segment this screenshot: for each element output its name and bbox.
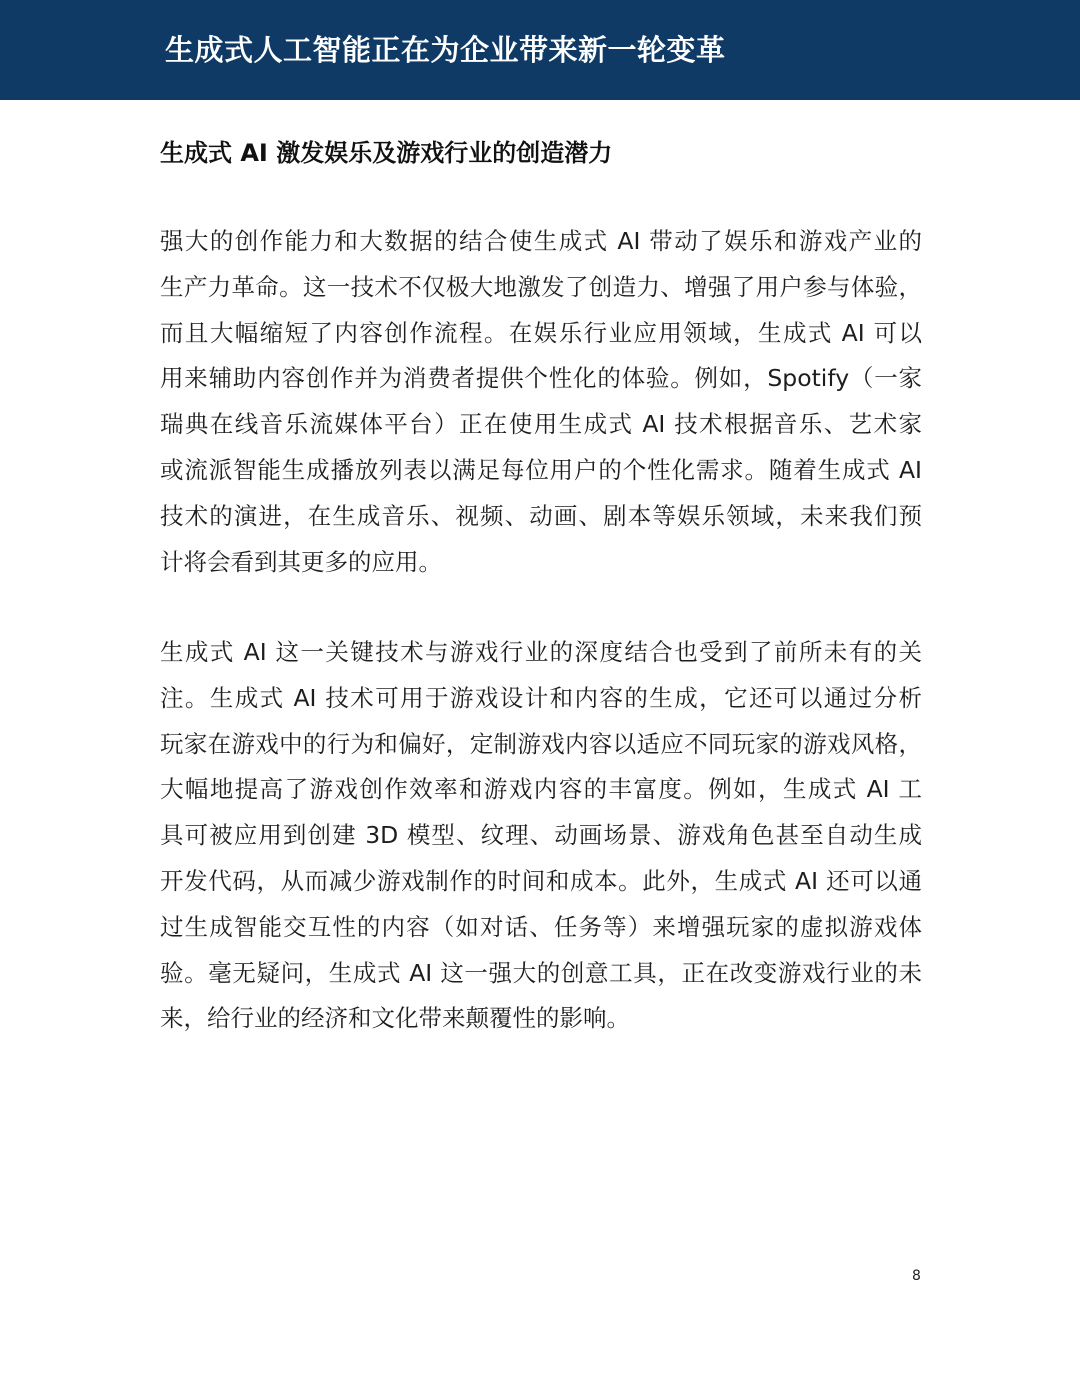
- paragraph-line: 强大的创作能力和大数据的结合使生成式 AI 带动了娱乐和游戏产业的: [160, 227, 922, 255]
- document-header-title: 生成式人工智能正在为企业带来新一轮变革: [165, 33, 726, 67]
- paragraph-line: 过生成智能交互性的内容（如对话、任务等）来增强玩家的虚拟游戏体: [160, 912, 922, 941]
- paragraph-line: 大幅地提高了游戏创作效率和游戏内容的丰富度。例如，生成式 AI 工: [160, 775, 922, 804]
- paragraph-line: 具可被应用到创建 3D 模型、纹理、动画场景、游戏角色甚至自动生成: [160, 821, 922, 850]
- paragraph-line: 瑞典在线音乐流媒体平台）正在使用生成式 AI 技术根据音乐、艺术家: [160, 410, 922, 439]
- paragraph-line: 技术的演进，在生成音乐、视频、动画、剧本等娱乐领域，未来我们预: [160, 501, 922, 530]
- paragraph-line: 开发代码，从而减少游戏制作的时间和成本。此外，生成式 AI 还可以通: [160, 866, 922, 895]
- section-title: 生成式 AI 激发娱乐及游戏行业的创造潜力: [160, 139, 613, 167]
- paragraph-line: 用来辅助内容创作并为消费者提供个性化的体验。例如，Spotify（一家: [160, 364, 922, 393]
- paragraph-line: 注。生成式 AI 技术可用于游戏设计和内容的生成，它还可以通过分析: [160, 683, 922, 712]
- paragraph-line: 而且大幅缩短了内容创作流程。在娱乐行业应用领域，生成式 AI 可以: [160, 318, 922, 347]
- paragraph-line: 生产力革命。这一技术不仅极大地激发了创造力、增强了用户参与体验，: [160, 272, 922, 301]
- page-number: 8: [912, 1268, 921, 1284]
- paragraph-line: 计将会看到其更多的应用。: [160, 547, 442, 576]
- paragraph-entertainment: [160, 219, 922, 585]
- header-band: [0, 0, 1080, 100]
- paragraph-line: 来，给行业的经济和文化带来颠覆性的影响。: [160, 1004, 630, 1033]
- paragraph-line: 验。毫无疑问，生成式 AI 这一强大的创意工具，正在改变游戏行业的未: [160, 958, 922, 987]
- paragraph-line: 或流派智能生成播放列表以满足每位用户的个性化需求。随着生成式 AI: [160, 455, 922, 484]
- paragraph-line: 生成式 AI 这一关键技术与游戏行业的深度结合也受到了前所未有的关: [160, 638, 922, 666]
- paragraph-line: 玩家在游戏中的行为和偏好，定制游戏内容以适应不同玩家的游戏风格，: [160, 729, 922, 758]
- paragraph-gaming: [160, 630, 922, 1042]
